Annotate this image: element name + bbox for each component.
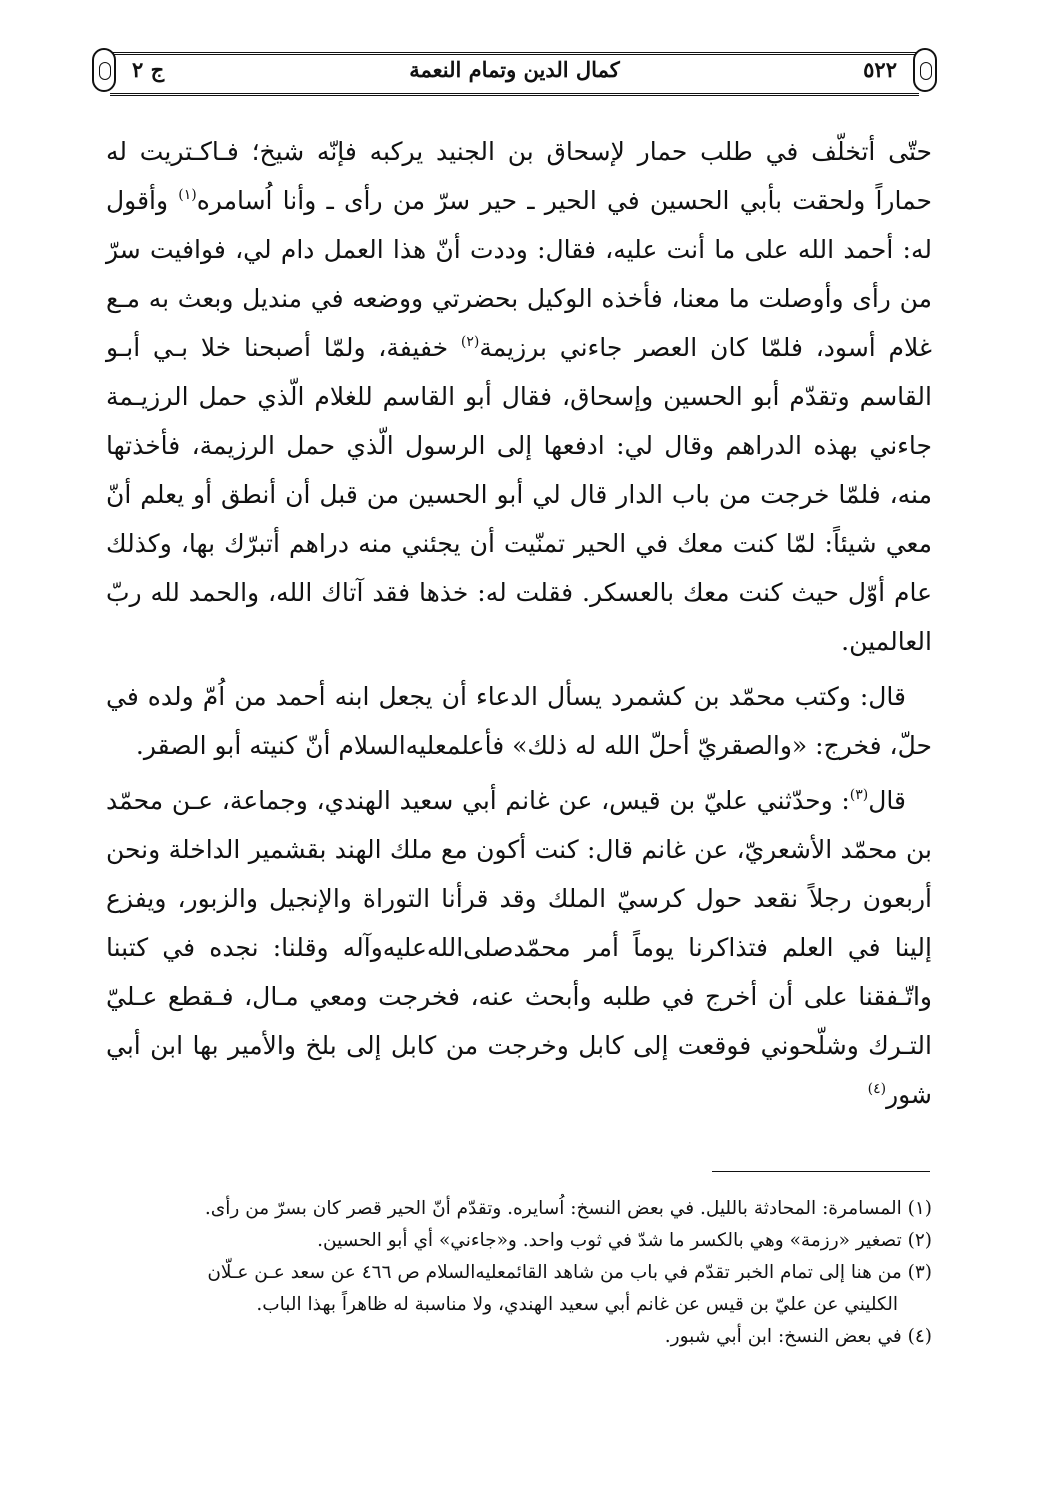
footnote-ref-1: (١) — [178, 187, 197, 203]
footnotes — [106, 1193, 932, 1353]
paragraph-1 — [106, 127, 932, 666]
footnote-ref-3: (٣) — [849, 787, 869, 803]
footnote-1: (١) المسامرة: المحادثة بالليل. في بعض النسخ: اُسايره. وتقدّم أنّ الحير قصر كان بسرّ من رأى. — [204, 1198, 932, 1219]
footnote-3: (٣) من هنا إلى تمام الخبر تقدّم في باب من شاهد القائمعليه‌السلام ص ٤٦٦ عن سعد عـن عـلّان — [207, 1262, 932, 1283]
paragraph-3 — [106, 776, 932, 1119]
page-number: ٥٢٢ — [863, 57, 897, 82]
footnote-separator — [712, 1171, 930, 1172]
footnote-ref-4: (٤) — [867, 1081, 887, 1097]
main-text — [106, 127, 932, 1119]
paragraph-3-text-a: قال — [868, 786, 906, 815]
footnote-2: (٢) تصغير «رزمة» وهي بالكسر ما شدّ في ثوب واحد. و«جاءني» أي أبو الحسين. — [317, 1230, 932, 1251]
paragraph-3-text-b: : وحدّثني عليّ بن قيس، عن غانم أبي سعيد الهندي، وجماعة، عـن محمّد بن محمّد الأشعريّ، عن غانم قال: كنت أكون مع ملك الهند بقشمير الداخلة ونحن أربعون رجلاً نقعد حول كرسيّ الملك وقد قرأنا التوراة والإنجيل والزبور، ويفزع إلينا في العلم فتذاكرنا يوماً أمر محمّدصلى‌الله‌عليه‌وآله وقلنا: نجده في كتبنا واتّـفقنا على أن أخرج في طلبه وأبحث عنه، فخرجت ومعي مـال، فـقطع عـليّ التـرك وشلّحوني فوقعت إلى كابل وخرجت من كابل إلى بلخ والأمير بها ابن أبي شور — [106, 786, 932, 1109]
footnote-3-continued: الكليني عن عليّ بن قيس عن غانم أبي سعيد الهندي، ولا مناسبة له ظاهراً بهذا الباب. — [256, 1294, 898, 1315]
paragraph-1-text-b: وأقول له: أحمد الله على ما أنت عليه، فقال: وددت أنّ هذا العمل دام لي، فوافيت سرّ من رأى وأوصلت ما معنا، فأخذه الوكيل بحضرتي ووضعه في منديل وبعث به مـع غلام أسود، فلمّا كان العصر جاءني برزيمة — [106, 186, 932, 362]
volume-label: ج ٢ — [132, 57, 165, 82]
paragraph-1-text-c: خفيفة، ولمّا أصبحنا خلا بـي أبـو القاسم وتقدّم أبو الحسين وإسحاق، فقال أبو القاسم للغلام الّذي حمل الرزيـمة جاءني بهذه الدراهم وقال لي: ادفعها إلى الرسول الّذي حمل الرزيمة، فأخذتها منه، فلمّا خرجت من باب الدار قال لي أبو الحسين من قبل أن أنطق أو يعلم أنّ معي شيئاً: لمّا كنت معك في الحير تمنّيت أن يجئني منه دراهم أتبرّك بها، وكذلك عام أوّل حيث كنت معك بالعسكر. فقلت له: خذها فقد آتاك الله، والحمد لله ربّ العالمين. — [106, 333, 932, 656]
footnote-ref-2: (٢) — [460, 334, 480, 350]
paragraph-2-text: قال: وكتب محمّد بن كشمرد يسأل الدعاء أن يجعل ابنه أحمد من اُمّ ولده في حلّ، فخرج: «والصقريّ أحلّ الله له ذلك» فأعلمعليه‌السلام أنّ كنيته أبو الصقر. — [106, 682, 932, 760]
footnote-4: (٤) في بعض النسخ: ابن أبي شبور. — [664, 1326, 932, 1347]
paragraph-2 — [106, 672, 932, 770]
book-title: كمال الدين وتمام النعمة — [409, 57, 620, 82]
running-header — [92, 44, 937, 104]
paragraph-1-text-a: حتّى أتخلّف في طلب حمار لإسحاق بن الجنيد يركبه فإنّه شيخ؛ فـاكـتريت له حماراً ولحقت بأبي الحسين في الحير ـ حير سرّ من رأى ـ وأنا اُسامره — [106, 137, 932, 215]
